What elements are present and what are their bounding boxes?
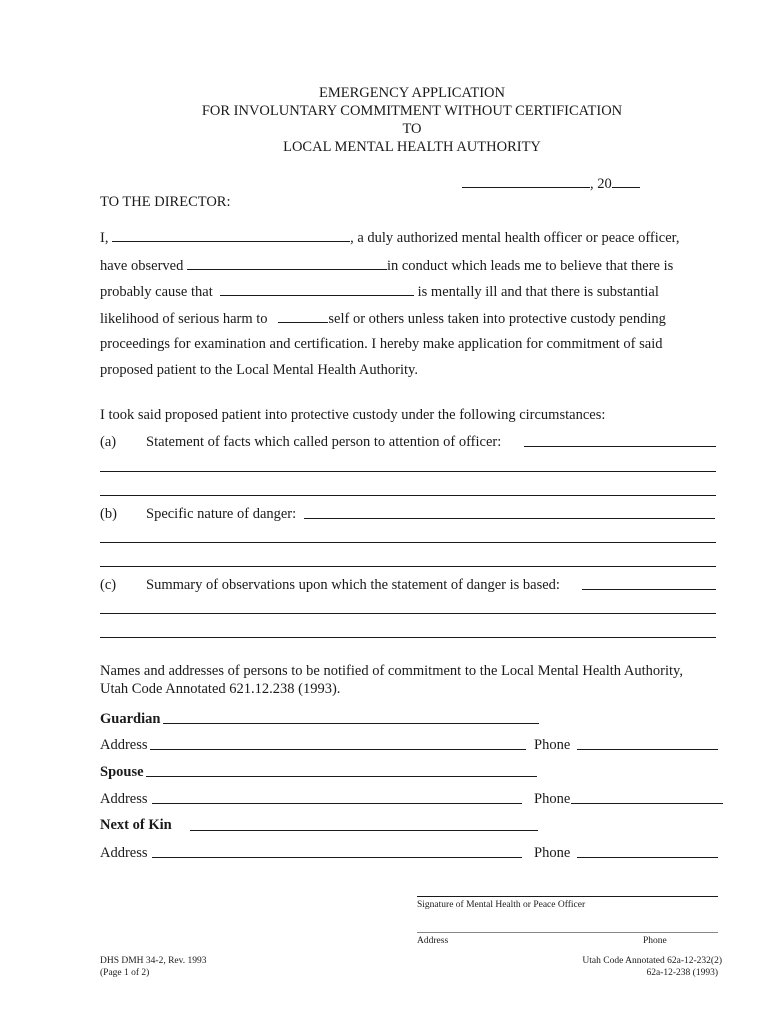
observed-suffix: in conduct which leads me to believe that there is — [386, 258, 674, 274]
observed-person-field[interactable] — [187, 256, 387, 270]
item-c-field[interactable] — [582, 589, 716, 590]
officer-phone-label: Phone — [643, 936, 667, 946]
title-line-3: TO — [402, 121, 422, 137]
item-a-text: Statement of facts which called person to attention of officer: — [146, 434, 502, 450]
para-line-6: proposed patient to the Local Mental Health Authority. — [100, 362, 418, 378]
observed-prefix: have observed — [100, 258, 184, 274]
probably-suffix: is mentally ill and that there is substantial — [417, 284, 659, 300]
item-c-text: Summary of observations upon which the statement of danger is based: — [146, 577, 560, 593]
i-suffix: , a duly authorized mental health officer or peace officer, — [350, 230, 680, 246]
spouse-name-field[interactable] — [146, 776, 537, 777]
guardian-name-field[interactable] — [163, 723, 539, 724]
para-line-4 — [100, 309, 666, 328]
salutation: TO THE DIRECTOR: — [100, 194, 231, 210]
item-b-line-2[interactable] — [100, 542, 716, 543]
likelihood-suffix: self or others unless taken into protective custody pending — [328, 311, 666, 327]
item-b-line-3[interactable] — [100, 566, 716, 567]
next-of-kin-label: Next of Kin — [100, 817, 172, 833]
para-line-3 — [100, 282, 659, 301]
form-id: DHS DMH 34-2, Rev. 1993 — [100, 956, 207, 966]
likelihood-prefix: likelihood of serious harm to — [100, 311, 268, 327]
notify-line-1: Names and addresses of persons to be notified of commitment to the Local Mental Health Authority, — [100, 663, 683, 679]
kin-address-label: Address — [100, 845, 148, 861]
signature-label: Signature of Mental Health or Peace Officer — [417, 900, 586, 910]
kin-phone-label: Phone — [534, 845, 571, 861]
spouse-phone-label: Phone — [534, 791, 571, 807]
page-number: (Page 1 of 2) — [100, 968, 150, 978]
officer-address-phone-field[interactable] — [417, 932, 718, 933]
kin-phone-field[interactable] — [577, 857, 718, 858]
date-separator: , 20 — [590, 176, 612, 192]
probably-prefix: probably cause that — [100, 284, 213, 300]
spouse-address-field[interactable] — [152, 803, 522, 804]
officer-address-label: Address — [417, 936, 449, 946]
item-c-line-2[interactable] — [100, 613, 716, 614]
para-line-1 — [100, 228, 680, 247]
item-a-label: (a) — [100, 434, 117, 450]
circumstances-intro: I took said proposed patient into protective custody under the following circumstances: — [100, 407, 606, 423]
harm-target-field[interactable] — [278, 309, 328, 323]
probable-person-field[interactable] — [220, 282, 414, 296]
item-b-text: Specific nature of danger: — [146, 506, 297, 522]
officer-name-field[interactable] — [112, 228, 350, 242]
item-a-line-3[interactable] — [100, 495, 716, 496]
i-prefix: I, — [100, 230, 109, 246]
para-line-2 — [100, 256, 673, 275]
item-a-field[interactable] — [524, 446, 716, 447]
signature-field[interactable] — [417, 896, 718, 897]
guardian-phone-field[interactable] — [577, 749, 718, 750]
date-line — [462, 174, 640, 193]
item-c-label: (c) — [100, 577, 117, 593]
item-b-label: (b) — [100, 506, 117, 522]
spouse-label: Spouse — [100, 764, 144, 780]
date-field[interactable] — [462, 174, 590, 188]
year-field[interactable] — [612, 174, 640, 188]
code-reference-2: 62a-12-238 (1993) — [646, 968, 718, 978]
spouse-phone-field[interactable] — [571, 803, 723, 804]
item-c-line-3[interactable] — [100, 637, 716, 638]
notify-line-2: Utah Code Annotated 621.12.238 (1993). — [100, 681, 341, 697]
title-line-1: EMERGENCY APPLICATION — [319, 85, 505, 101]
guardian-label: Guardian — [100, 711, 161, 727]
next-of-kin-name-field[interactable] — [190, 830, 538, 831]
title-line-4: LOCAL MENTAL HEALTH AUTHORITY — [283, 139, 541, 155]
item-a-line-2[interactable] — [100, 471, 716, 472]
kin-address-field[interactable] — [152, 857, 522, 858]
item-b-field[interactable] — [304, 518, 715, 519]
guardian-address-label: Address — [100, 737, 148, 753]
para-line-5: proceedings for examination and certification. I hereby make application for commitment of said — [100, 336, 663, 352]
title-line-2: FOR INVOLUNTARY COMMITMENT WITHOUT CERTIFICATION — [201, 103, 623, 119]
guardian-phone-label: Phone — [534, 737, 571, 753]
spouse-address-label: Address — [100, 791, 148, 807]
guardian-address-field[interactable] — [150, 749, 526, 750]
code-reference-1: Utah Code Annotated 62a-12-232(2) — [582, 956, 722, 966]
